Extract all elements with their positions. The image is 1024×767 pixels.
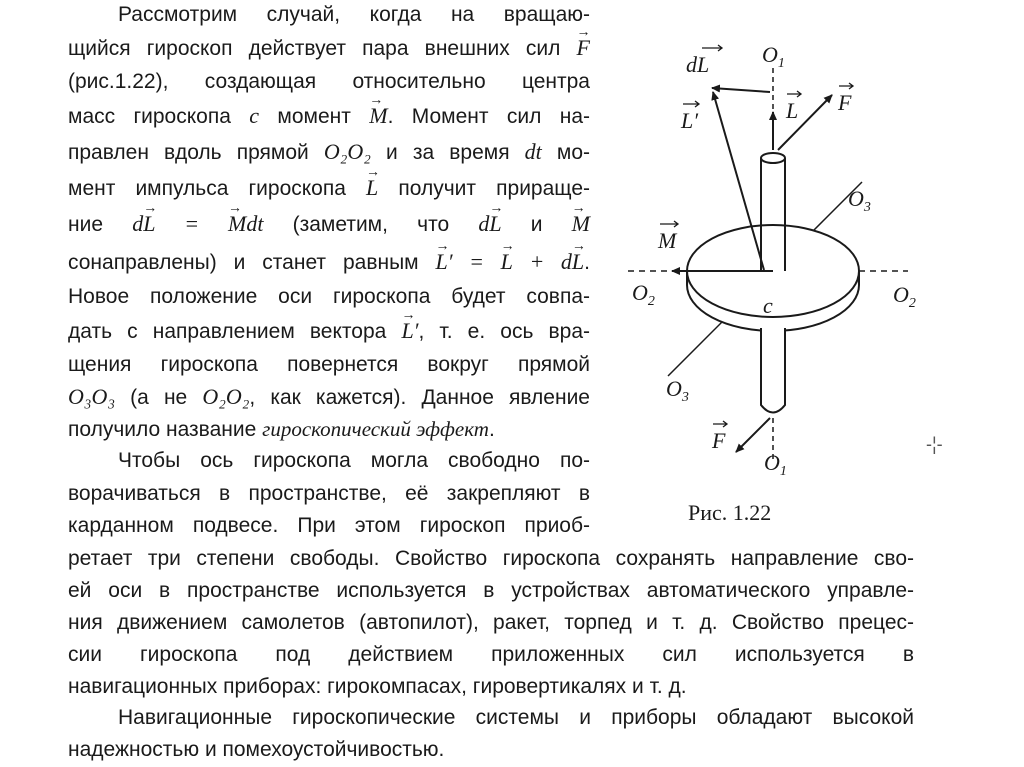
- vector-symbol: → L: [501, 249, 513, 275]
- vector-symbol: → F: [577, 35, 590, 61]
- label-m: M: [658, 228, 677, 253]
- text-segment: Чтобы ось гироскопа могла свободно по-: [118, 449, 590, 472]
- label-o1-top: $O_1$: [762, 42, 785, 71]
- text-segment: .: [584, 251, 590, 274]
- vector-symbol: → L: [572, 249, 584, 275]
- text-segment: гироскопический эффект: [262, 417, 489, 441]
- math-symbol: c: [249, 103, 260, 128]
- text-segment: получило название: [68, 418, 263, 441]
- math-symbol: O: [323, 139, 340, 164]
- math-symbol: dt: [524, 139, 542, 164]
- text-line: [68, 674, 687, 700]
- label-o3-bottom: $O_3$: [666, 376, 689, 405]
- text-segment: мо-: [541, 141, 590, 164]
- gyroscope-figure: [600, 20, 930, 490]
- math-symbol: ₃: [83, 384, 92, 409]
- text-segment: карданном подвесе. При этом гироскоп приоб-: [68, 514, 590, 537]
- text-segment: сии гироскопа под действием приложенных сил используется в: [68, 643, 914, 666]
- text-segment: мент импульса гироскопа: [68, 177, 367, 200]
- label-l: L: [786, 98, 799, 123]
- label-c: c: [763, 293, 773, 318]
- text-segment: получит прираще-: [378, 177, 590, 200]
- text-line: [68, 35, 590, 62]
- text-line: [68, 249, 590, 276]
- text-segment: надежностью и помехоустойчивостью.: [68, 738, 445, 761]
- math-symbol: O: [347, 139, 364, 164]
- text-segment: сонаправлены) и станет равным: [68, 251, 436, 274]
- vector-symbol: → L: [143, 211, 155, 237]
- text-line: [118, 705, 914, 731]
- crosshair-marker: -¦-: [926, 434, 943, 454]
- text-segment: и: [501, 213, 572, 236]
- math-symbol: ₂: [363, 139, 371, 164]
- math-symbol: O: [68, 384, 84, 409]
- label-o3-top: $O_3$: [848, 186, 871, 215]
- label-dl: dL: [686, 52, 710, 77]
- vector-symbol: → L: [489, 211, 501, 237]
- text-segment: момент: [259, 105, 370, 128]
- math-symbol: d: [478, 211, 490, 236]
- lower-shaft: [761, 328, 785, 413]
- label-o2-left: $O_2$: [632, 280, 655, 309]
- figure-caption: Рис. 1.22: [688, 500, 772, 525]
- label-f-top: F: [838, 90, 852, 115]
- math-symbol: dt: [246, 211, 264, 236]
- label-o2-right: $O_2$: [893, 282, 916, 311]
- text-segment: Новое положение оси гироскопа будет совпа-: [68, 285, 590, 308]
- text-line: [68, 384, 590, 411]
- label-l-prime: L′: [681, 108, 699, 133]
- text-segment: щения гироскопа повернется вокруг прямой: [68, 353, 590, 376]
- text-line: [68, 352, 590, 378]
- text-line: [118, 2, 590, 28]
- vector-symbol: → L′: [436, 249, 453, 275]
- text-segment: Рассмотрим случай, когда на вращаю-: [118, 3, 590, 26]
- text-segment: ния движением самолетов (автопилот), ракет, торпед и т. д. Свойство прецес-: [68, 611, 914, 634]
- text-segment: .: [488, 418, 495, 441]
- text-segment: . Момент сил на-: [387, 105, 591, 128]
- math-symbol: d: [132, 211, 144, 236]
- text-segment: (рис.1.22), создающая относительно центра: [68, 70, 590, 93]
- text-segment: (а не: [115, 386, 203, 409]
- text-line: [68, 69, 590, 95]
- text-line: [68, 139, 590, 166]
- label-f-bottom: F: [712, 428, 726, 453]
- math-symbol: + d: [512, 249, 572, 274]
- text-segment: Навигационные гироскопические системы и приборы обладают высокой: [118, 706, 914, 729]
- text-segment: , т. е. ось вра-: [418, 320, 590, 343]
- vector-symbol: → L: [366, 175, 378, 201]
- text-line: [68, 578, 914, 604]
- text-segment: щийся гироскоп действует пара внешних сил: [68, 37, 577, 60]
- text-line: [68, 103, 590, 130]
- text-line: [68, 642, 914, 668]
- vector-symbol: → L′: [401, 318, 418, 344]
- math-symbol: ₂: [339, 139, 348, 164]
- math-symbol: ₃: [107, 384, 116, 409]
- text-line: [68, 481, 590, 507]
- math-symbol: =: [452, 249, 501, 274]
- label-o1-bottom: $O_1$: [764, 450, 787, 479]
- f-bottom-vector: [736, 418, 770, 452]
- shaft-top: [761, 153, 785, 163]
- text-segment: ретает три степени свободы. Свойство гироскопа сохранять направление сво-: [68, 547, 914, 570]
- text-segment: и за время: [370, 141, 525, 164]
- math-symbol: ₂: [241, 384, 250, 409]
- math-symbol: =: [155, 211, 228, 236]
- text-line: [68, 513, 590, 539]
- text-line: [118, 448, 590, 474]
- text-segment: , как кажется). Данное явление: [249, 386, 590, 409]
- text-segment: ние: [68, 213, 133, 236]
- text-line: [68, 284, 590, 310]
- math-symbol: O: [202, 384, 219, 409]
- text-segment: (заметим, что: [263, 213, 479, 236]
- text-line: [68, 610, 914, 636]
- vector-symbol: → M: [572, 211, 590, 237]
- text-segment: ворачиваться в пространстве, её закрепляют в: [68, 482, 590, 505]
- dl-vector: [712, 88, 770, 92]
- text-line: [68, 318, 590, 345]
- text-line: [68, 546, 914, 572]
- text-segment: правлен вдоль прямой: [68, 141, 324, 164]
- text-segment: ей оси в пространстве используется в устройствах автоматического управле-: [68, 579, 914, 602]
- text-segment: навигационных приборах: гирокомпасах, гировертикалях и т. д.: [68, 675, 687, 698]
- text-segment: масс гироскопа: [68, 105, 250, 128]
- math-symbol: O: [91, 384, 108, 409]
- text-line: [68, 416, 495, 443]
- vector-symbol: → M: [369, 103, 387, 129]
- vector-symbol: → M: [228, 211, 246, 237]
- text-segment: дать с направлением вектора: [68, 320, 402, 343]
- math-symbol: O: [225, 384, 242, 409]
- text-line: [68, 737, 444, 763]
- math-symbol: ₂: [218, 384, 226, 409]
